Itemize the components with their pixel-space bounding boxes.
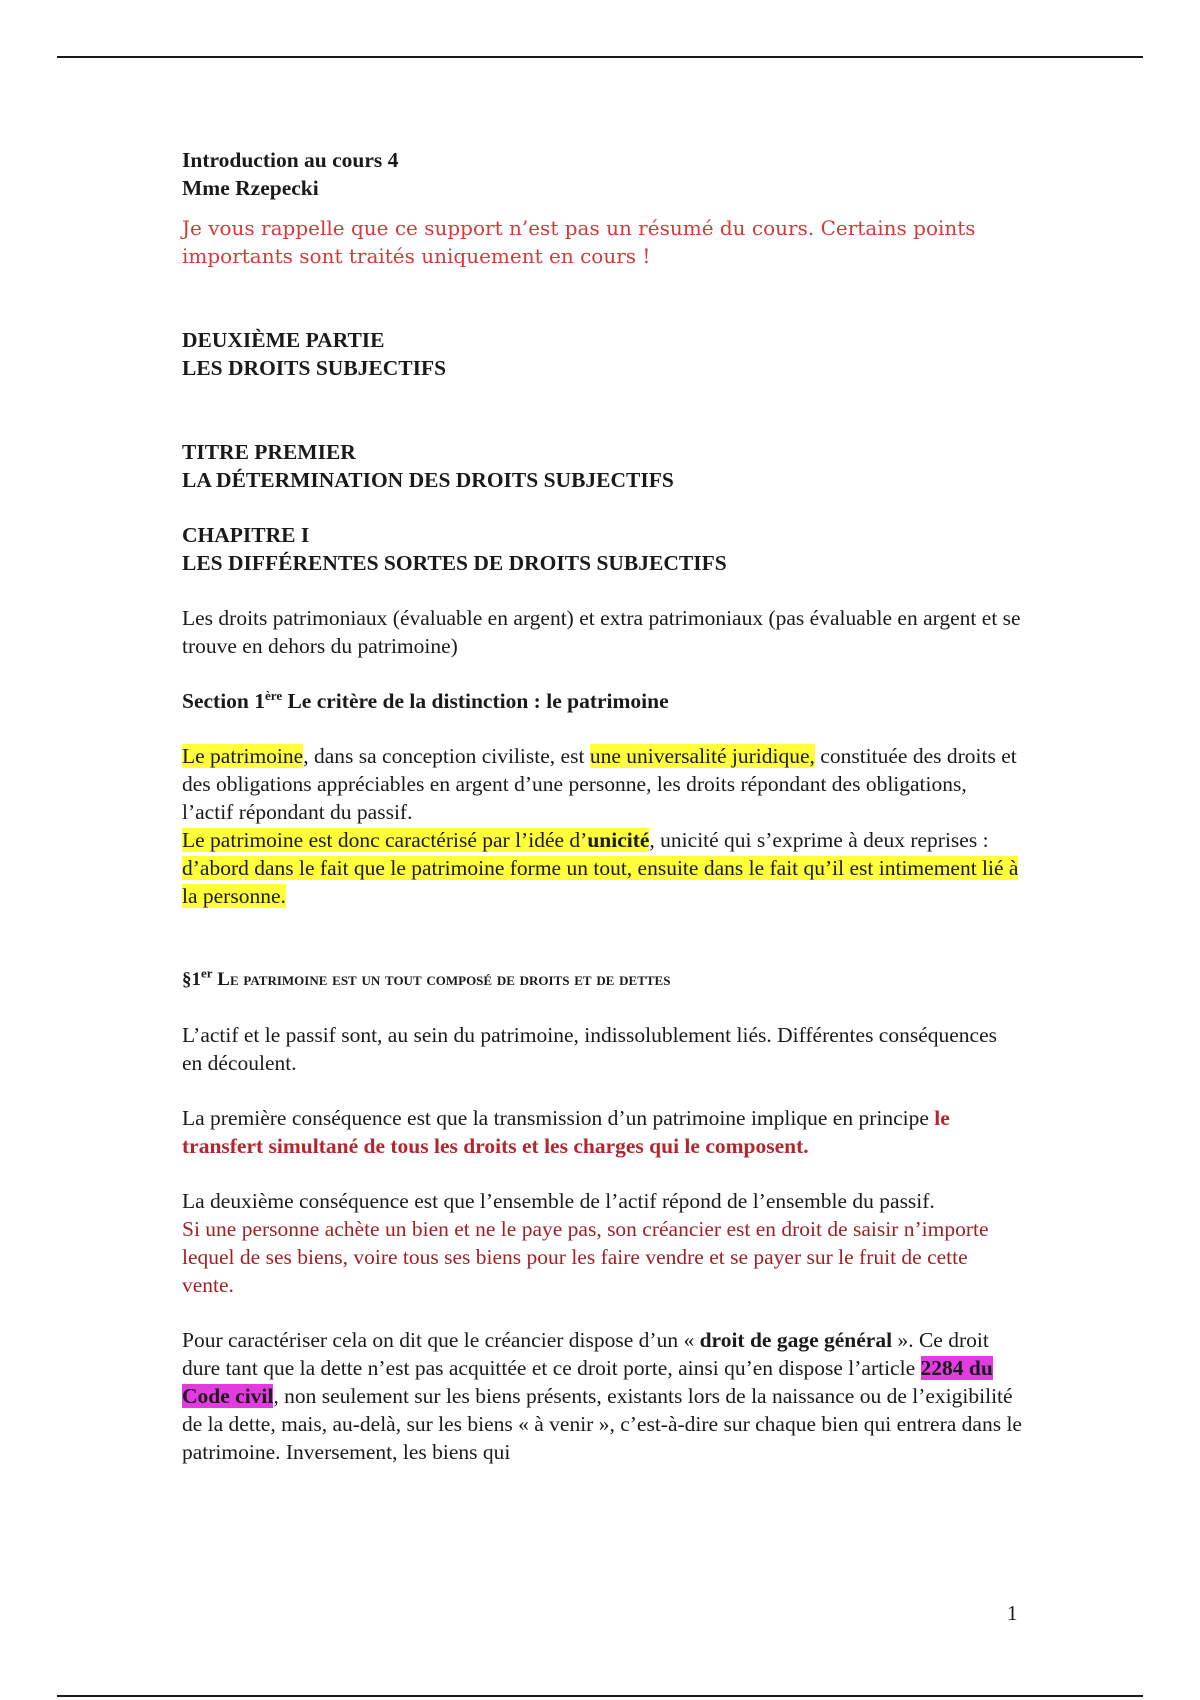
highlight-patrimoine: Le patrimoine xyxy=(182,744,304,768)
chapter-label: CHAPITRE I xyxy=(182,523,310,547)
deuxieme-consequence xyxy=(182,1187,1022,1299)
gage-paragraph xyxy=(182,1326,1022,1466)
gage-text-2: ». Ce droit dure tant que la dette n’est pas acquittée et ce droit porte, ainsi qu’en dispose l’article xyxy=(182,1328,989,1380)
article-2284-highlight: 2284 du Code civil xyxy=(182,1356,993,1408)
document-page xyxy=(182,146,1022,1466)
titre-title: LA DÉTERMINATION DES DROITS SUBJECTIFS xyxy=(182,468,674,492)
deuxieme-text: La deuxième conséquence est que l’ensemble de l’actif répond de l’ensemble du passif. xyxy=(182,1189,935,1213)
titre-heading xyxy=(182,438,1022,494)
patrimoine-text-3: , unicité qui s’exprime à deux reprises : xyxy=(649,828,989,852)
page-number: 1 xyxy=(1007,1601,1018,1625)
part-label: DEUXIÈME PARTIE xyxy=(182,328,385,352)
premiere-emphasis: le transfert simultané de tous les droits et les charges qui le composent. xyxy=(182,1106,950,1158)
chapter-heading xyxy=(182,521,1022,577)
paragraph-prefix: §1 xyxy=(182,969,201,990)
section-1-heading xyxy=(182,687,1022,715)
gage-text-3: , non seulement sur les biens présents, existants lors de la naissance ou de l’exigibilité de la dette, mais, au-delà, sur les biens « à venir », c’est-à-dire sur chaque bien qui entrera dans le patrimoine. Inversement, les biens qui xyxy=(182,1384,1022,1464)
patrimoine-text-2: constituée des droits et des obligations appréciables en argent d’une personne, les droits répondant des obligations, l’actif répondant du passif. xyxy=(182,744,1017,824)
gage-text-1: Pour caractériser cela on dit que le créancier dispose d’un « xyxy=(182,1328,700,1352)
patrimoine-paragraph xyxy=(182,742,1022,910)
titre-label: TITRE PREMIER xyxy=(182,440,356,464)
highlight-deux-reprises: d’abord dans le fait que le patrimoine forme un tout, ensuite dans le fait qu’il est intimement lié à la personne. xyxy=(182,856,1019,908)
gage-bold: droit de gage général xyxy=(699,1328,893,1352)
paragraph-title: Le patrimoine est un tout composé de droits et de dettes xyxy=(212,969,671,990)
section-superscript: ère xyxy=(265,687,283,703)
premiere-consequence xyxy=(182,1104,1022,1160)
warning-note-line-2: importants sont traités uniquement en cours ! xyxy=(182,244,651,268)
unicite-bold: unicité xyxy=(587,828,650,852)
part-title: LES DROITS SUBJECTIFS xyxy=(182,356,447,380)
part-heading xyxy=(182,326,1022,382)
chapter-title: LES DIFFÉRENTES SORTES DE DROITS SUBJECTIFS xyxy=(182,551,727,575)
top-rule xyxy=(57,56,1143,58)
bottom-rule xyxy=(57,1695,1143,1697)
premiere-text: La première conséquence est que la transmission d’un patrimoine implique en principe xyxy=(182,1106,935,1130)
unicite-intro-text: Le patrimoine est donc caractérisé par l’idée d’ xyxy=(182,828,588,852)
warning-note-line-1: Je vous rappelle que ce support n’est pas un résumé du cours. Certains points xyxy=(182,216,976,240)
course-header xyxy=(182,146,1022,202)
highlight-unicite-intro xyxy=(182,828,649,852)
actif-paragraph: L’actif et le passif sont, au sein du patrimoine, indissolublement liés. Différentes conséquences en découlent. xyxy=(182,1023,998,1075)
paragraph-superscript: er xyxy=(201,965,213,981)
course-title: Introduction au cours 4 xyxy=(182,148,399,172)
paragraph-1-heading xyxy=(182,966,1022,994)
highlight-universalite: une universalité juridique, xyxy=(589,744,815,768)
patrimoine-text-1: , dans sa conception civiliste, est xyxy=(303,744,590,768)
section-prefix: Section 1 xyxy=(182,689,266,713)
deuxieme-example: Si une personne achète un bien et ne le paye pas, son créancier est en droit de saisir n’importe lequel de ses biens, voire tous ses biens pour les faire vendre et se payer sur le fruit de cette vente. xyxy=(182,1217,989,1297)
teacher-name: Mme Rzepecki xyxy=(182,176,319,200)
intro-paragraph: Les droits patrimoniaux (évaluable en argent) et extra patrimoniaux (pas évaluable en argent et se trouve en dehors du patrimoine) xyxy=(182,606,1021,658)
warning-note xyxy=(182,214,1022,270)
section-title: Le critère de la distinction : le patrimoine xyxy=(282,689,669,713)
